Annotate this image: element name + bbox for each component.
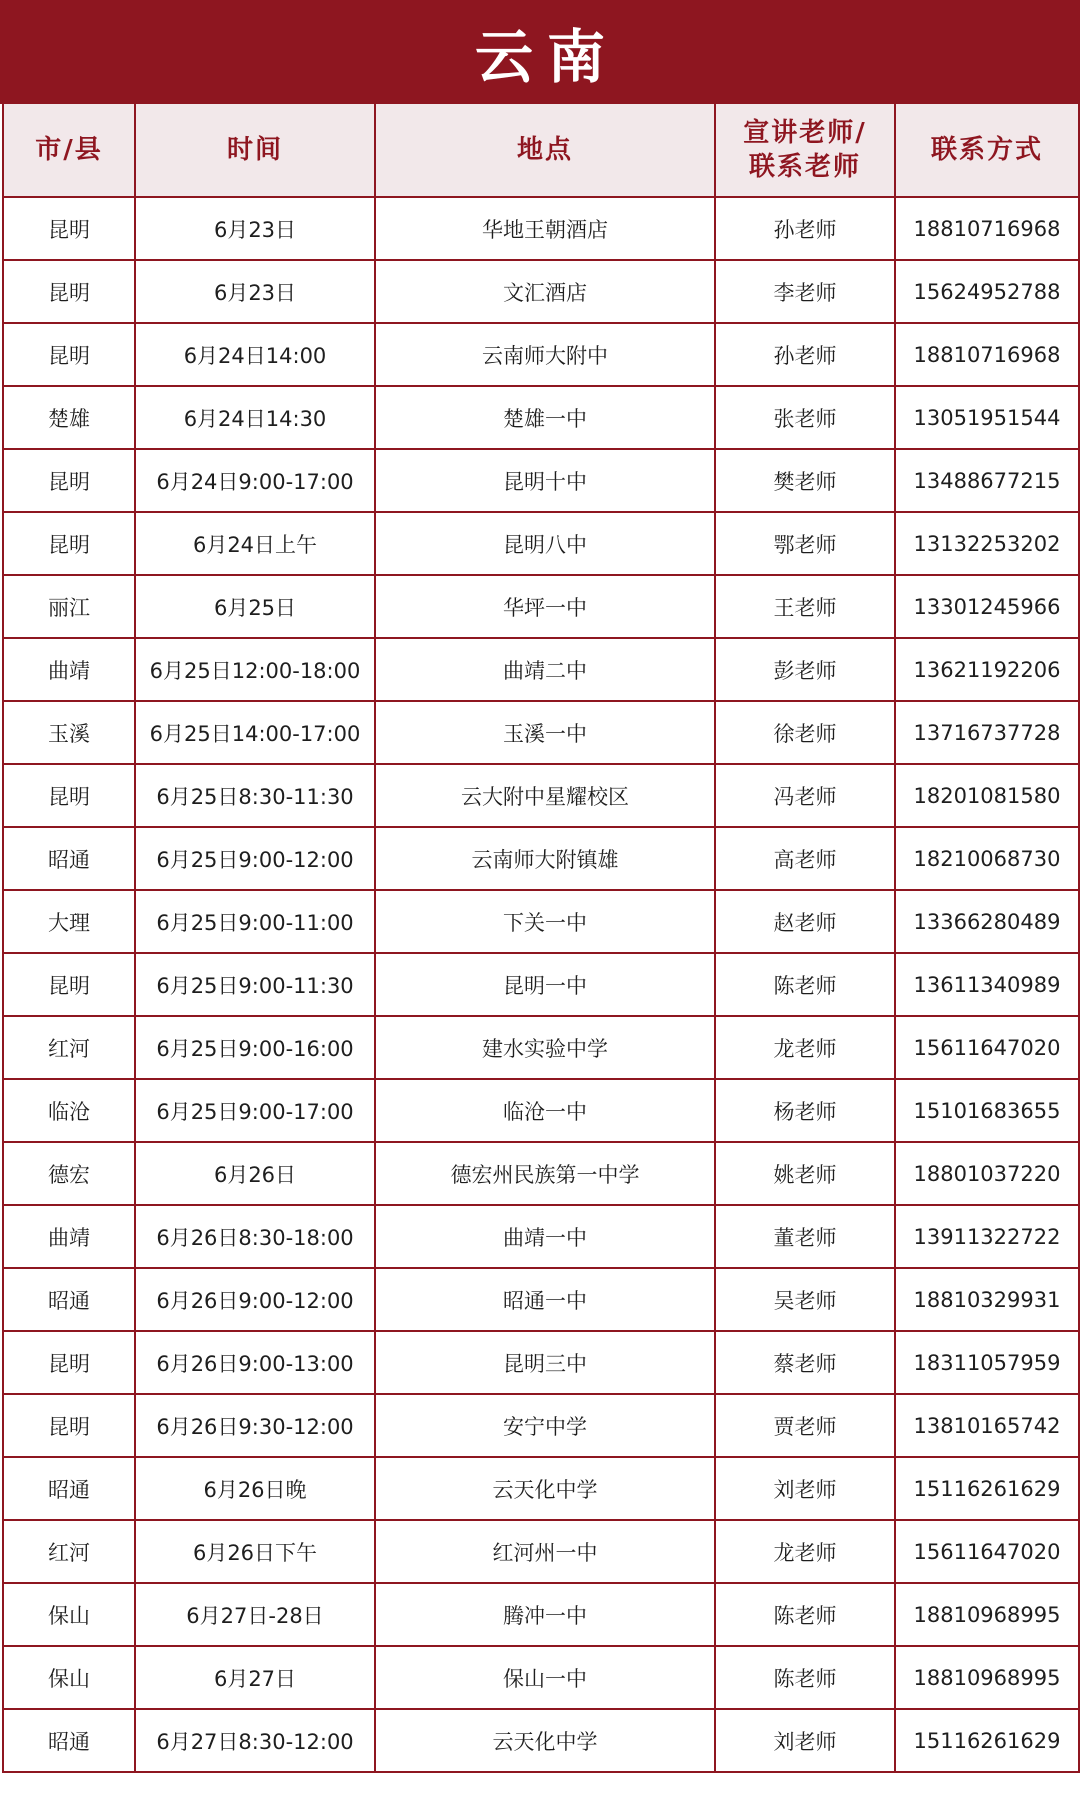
cell-city: 昭通 xyxy=(3,1709,135,1772)
table-row xyxy=(3,701,1079,764)
cell-location: 昆明三中 xyxy=(375,1331,715,1394)
cell-teacher: 樊老师 xyxy=(715,449,895,512)
cell-teacher: 孙老师 xyxy=(715,197,895,260)
cell-city: 昆明 xyxy=(3,512,135,575)
cell-teacher: 彭老师 xyxy=(715,638,895,701)
table-row xyxy=(3,1709,1079,1772)
cell-location: 建水实验中学 xyxy=(375,1016,715,1079)
cell-city: 保山 xyxy=(3,1583,135,1646)
cell-teacher: 龙老师 xyxy=(715,1016,895,1079)
cell-contact: 15611647020 xyxy=(895,1520,1079,1583)
cell-location: 昆明一中 xyxy=(375,953,715,1016)
table-row xyxy=(3,575,1079,638)
cell-city: 曲靖 xyxy=(3,638,135,701)
cell-time: 6月27日8:30-12:00 xyxy=(135,1709,375,1772)
cell-location: 昭通一中 xyxy=(375,1268,715,1331)
table-row xyxy=(3,1016,1079,1079)
table-row xyxy=(3,386,1079,449)
table-row xyxy=(3,1205,1079,1268)
cell-teacher: 吴老师 xyxy=(715,1268,895,1331)
table-row xyxy=(3,1646,1079,1709)
cell-teacher: 鄂老师 xyxy=(715,512,895,575)
cell-contact: 15116261629 xyxy=(895,1457,1079,1520)
cell-contact: 18801037220 xyxy=(895,1142,1079,1205)
table-row xyxy=(3,638,1079,701)
schedule-table xyxy=(2,104,1080,1773)
cell-contact: 13716737728 xyxy=(895,701,1079,764)
cell-time: 6月26日9:30-12:00 xyxy=(135,1394,375,1457)
table-row xyxy=(3,449,1079,512)
table-row xyxy=(3,1268,1079,1331)
header-contact: 联系方式 xyxy=(895,104,1079,197)
cell-teacher: 董老师 xyxy=(715,1205,895,1268)
cell-contact: 13301245966 xyxy=(895,575,1079,638)
cell-contact: 18810968995 xyxy=(895,1646,1079,1709)
cell-teacher: 李老师 xyxy=(715,260,895,323)
cell-location: 保山一中 xyxy=(375,1646,715,1709)
cell-teacher: 龙老师 xyxy=(715,1520,895,1583)
cell-city: 昆明 xyxy=(3,764,135,827)
table-row xyxy=(3,1520,1079,1583)
cell-teacher: 冯老师 xyxy=(715,764,895,827)
cell-location: 腾冲一中 xyxy=(375,1583,715,1646)
cell-time: 6月23日 xyxy=(135,260,375,323)
cell-location: 昆明八中 xyxy=(375,512,715,575)
header-teacher: 宣讲老师/ 联系老师 xyxy=(715,104,895,197)
title-banner xyxy=(0,0,1080,104)
cell-city: 楚雄 xyxy=(3,386,135,449)
cell-city: 曲靖 xyxy=(3,1205,135,1268)
page-title: 云南 xyxy=(474,23,619,91)
cell-time: 6月25日14:00-17:00 xyxy=(135,701,375,764)
cell-time: 6月26日晚 xyxy=(135,1457,375,1520)
table-row xyxy=(3,764,1079,827)
cell-city: 保山 xyxy=(3,1646,135,1709)
cell-teacher: 王老师 xyxy=(715,575,895,638)
table-row xyxy=(3,1394,1079,1457)
cell-contact: 15624952788 xyxy=(895,260,1079,323)
table-row xyxy=(3,260,1079,323)
cell-location: 安宁中学 xyxy=(375,1394,715,1457)
cell-city: 大理 xyxy=(3,890,135,953)
cell-city: 昆明 xyxy=(3,449,135,512)
cell-location: 玉溪一中 xyxy=(375,701,715,764)
cell-teacher: 姚老师 xyxy=(715,1142,895,1205)
cell-time: 6月26日 xyxy=(135,1142,375,1205)
cell-location: 楚雄一中 xyxy=(375,386,715,449)
cell-city: 昆明 xyxy=(3,260,135,323)
cell-teacher: 刘老师 xyxy=(715,1457,895,1520)
table-row xyxy=(3,1583,1079,1646)
cell-location: 昆明十中 xyxy=(375,449,715,512)
cell-contact: 13051951544 xyxy=(895,386,1079,449)
table-row xyxy=(3,197,1079,260)
cell-contact: 18810968995 xyxy=(895,1583,1079,1646)
cell-location: 文汇酒店 xyxy=(375,260,715,323)
cell-contact: 13810165742 xyxy=(895,1394,1079,1457)
cell-teacher: 赵老师 xyxy=(715,890,895,953)
cell-contact: 13611340989 xyxy=(895,953,1079,1016)
cell-contact: 13911322722 xyxy=(895,1205,1079,1268)
cell-time: 6月24日9:00-17:00 xyxy=(135,449,375,512)
cell-teacher: 陈老师 xyxy=(715,953,895,1016)
cell-contact: 18810716968 xyxy=(895,197,1079,260)
cell-time: 6月27日 xyxy=(135,1646,375,1709)
cell-teacher: 杨老师 xyxy=(715,1079,895,1142)
cell-city: 红河 xyxy=(3,1520,135,1583)
table-row xyxy=(3,827,1079,890)
cell-contact: 18810716968 xyxy=(895,323,1079,386)
cell-location: 云天化中学 xyxy=(375,1709,715,1772)
cell-time: 6月25日 xyxy=(135,575,375,638)
cell-time: 6月25日8:30-11:30 xyxy=(135,764,375,827)
cell-city: 丽江 xyxy=(3,575,135,638)
table-row xyxy=(3,1457,1079,1520)
cell-time: 6月25日9:00-17:00 xyxy=(135,1079,375,1142)
cell-teacher: 张老师 xyxy=(715,386,895,449)
cell-time: 6月26日9:00-13:00 xyxy=(135,1331,375,1394)
cell-location: 曲靖一中 xyxy=(375,1205,715,1268)
cell-city: 昆明 xyxy=(3,197,135,260)
cell-time: 6月23日 xyxy=(135,197,375,260)
table-row xyxy=(3,512,1079,575)
cell-time: 6月26日下午 xyxy=(135,1520,375,1583)
cell-city: 临沧 xyxy=(3,1079,135,1142)
cell-location: 云南师大附中 xyxy=(375,323,715,386)
cell-teacher: 陈老师 xyxy=(715,1583,895,1646)
cell-city: 昭通 xyxy=(3,1268,135,1331)
table-row xyxy=(3,1331,1079,1394)
cell-location: 下关一中 xyxy=(375,890,715,953)
header-location: 地点 xyxy=(375,104,715,197)
header-time: 时间 xyxy=(135,104,375,197)
cell-city: 德宏 xyxy=(3,1142,135,1205)
cell-location: 临沧一中 xyxy=(375,1079,715,1142)
cell-time: 6月26日9:00-12:00 xyxy=(135,1268,375,1331)
cell-time: 6月25日9:00-12:00 xyxy=(135,827,375,890)
cell-city: 昭通 xyxy=(3,1457,135,1520)
cell-contact: 18201081580 xyxy=(895,764,1079,827)
cell-city: 昭通 xyxy=(3,827,135,890)
header-city: 市/县 xyxy=(3,104,135,197)
cell-city: 昆明 xyxy=(3,323,135,386)
table-row xyxy=(3,323,1079,386)
cell-contact: 13132253202 xyxy=(895,512,1079,575)
cell-city: 玉溪 xyxy=(3,701,135,764)
cell-time: 6月24日14:30 xyxy=(135,386,375,449)
cell-contact: 13621192206 xyxy=(895,638,1079,701)
cell-contact: 13488677215 xyxy=(895,449,1079,512)
cell-contact: 15116261629 xyxy=(895,1709,1079,1772)
table-body xyxy=(3,197,1079,1772)
cell-teacher: 刘老师 xyxy=(715,1709,895,1772)
cell-location: 云大附中星耀校区 xyxy=(375,764,715,827)
cell-time: 6月24日上午 xyxy=(135,512,375,575)
cell-time: 6月27日-28日 xyxy=(135,1583,375,1646)
cell-location: 云南师大附镇雄 xyxy=(375,827,715,890)
cell-teacher: 孙老师 xyxy=(715,323,895,386)
cell-time: 6月26日8:30-18:00 xyxy=(135,1205,375,1268)
table-row xyxy=(3,1142,1079,1205)
cell-location: 华地王朝酒店 xyxy=(375,197,715,260)
cell-contact: 18810329931 xyxy=(895,1268,1079,1331)
cell-time: 6月25日9:00-11:00 xyxy=(135,890,375,953)
cell-location: 德宏州民族第一中学 xyxy=(375,1142,715,1205)
cell-contact: 18311057959 xyxy=(895,1331,1079,1394)
cell-time: 6月25日9:00-11:30 xyxy=(135,953,375,1016)
cell-contact: 15611647020 xyxy=(895,1016,1079,1079)
cell-teacher: 徐老师 xyxy=(715,701,895,764)
table-row xyxy=(3,890,1079,953)
cell-teacher: 陈老师 xyxy=(715,1646,895,1709)
cell-contact: 13366280489 xyxy=(895,890,1079,953)
cell-location: 曲靖二中 xyxy=(375,638,715,701)
header-row xyxy=(3,104,1079,197)
table-row xyxy=(3,1079,1079,1142)
cell-city: 昆明 xyxy=(3,953,135,1016)
cell-location: 红河州一中 xyxy=(375,1520,715,1583)
cell-teacher: 高老师 xyxy=(715,827,895,890)
cell-location: 云天化中学 xyxy=(375,1457,715,1520)
table-row xyxy=(3,953,1079,1016)
cell-city: 昆明 xyxy=(3,1394,135,1457)
cell-contact: 18210068730 xyxy=(895,827,1079,890)
cell-city: 昆明 xyxy=(3,1331,135,1394)
cell-teacher: 蔡老师 xyxy=(715,1331,895,1394)
cell-time: 6月25日12:00-18:00 xyxy=(135,638,375,701)
cell-teacher: 贾老师 xyxy=(715,1394,895,1457)
cell-city: 红河 xyxy=(3,1016,135,1079)
cell-time: 6月25日9:00-16:00 xyxy=(135,1016,375,1079)
cell-contact: 15101683655 xyxy=(895,1079,1079,1142)
cell-time: 6月24日14:00 xyxy=(135,323,375,386)
cell-location: 华坪一中 xyxy=(375,575,715,638)
